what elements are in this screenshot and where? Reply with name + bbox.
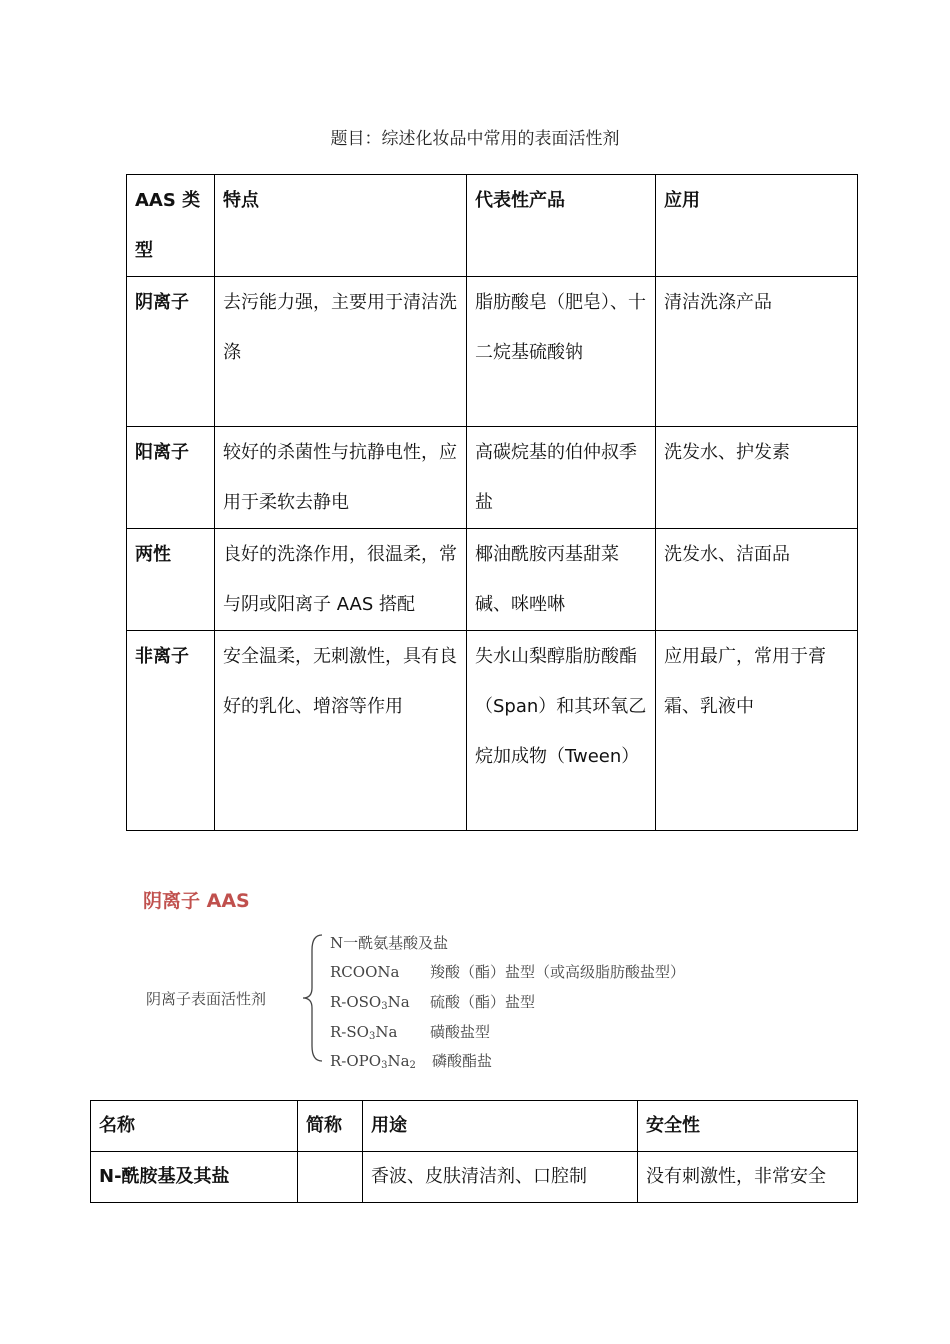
table-cell: 应用最广，常用于膏霜、乳液中 (656, 631, 858, 831)
table-cell (298, 1152, 363, 1203)
table-cell: 没有刺激性，非常安全 (638, 1152, 858, 1203)
branch-formula: $R-SO_3Na$ (330, 1023, 398, 1042)
header-cell: AAS 类型 (127, 175, 215, 277)
table-cell: 失水山梨醇脂肪酸酯（Span）和其环氧乙烷加成物（Tween） (467, 631, 656, 831)
table-row (127, 427, 858, 529)
header-cell: 名称 (91, 1101, 298, 1152)
branch-formula: RCOONa (330, 963, 400, 981)
table-cell: N-酰胺基及其盐 (91, 1152, 298, 1203)
table-cell: 阳离子 (127, 427, 215, 529)
table-row (127, 631, 858, 831)
branch-desc: 磷酸酯盐 (432, 1052, 493, 1070)
anionic-surfactant-table (90, 1100, 858, 1203)
branch-desc: 磺酸盐型 (430, 1023, 491, 1041)
branch-formula: $R-OPO_3Na_2$ (330, 1052, 416, 1071)
header-cell: 安全性 (638, 1101, 858, 1152)
section-heading: 阴离子 AAS (143, 890, 250, 912)
table-header-row (91, 1101, 858, 1152)
branch-desc: 硫酸（酯）盐型 (430, 993, 536, 1011)
classification-root: 阴离子表面活性剂 (146, 990, 267, 1008)
table-cell: 非离子 (127, 631, 215, 831)
branch-desc: 羧酸（酯）盐型（或高级脂肪酸盐型） (430, 963, 686, 981)
table-header-row (127, 175, 858, 277)
classification-branch (330, 961, 685, 982)
table-row (127, 277, 858, 427)
table-cell: 清洁洗涤产品 (656, 277, 858, 427)
header-cell: 用途 (363, 1101, 638, 1152)
header-cell: 应用 (656, 175, 858, 277)
classification-branch (330, 1050, 492, 1071)
table-cell: 高碳烷基的伯仲叔季盐 (467, 427, 656, 529)
table-cell: 两性 (127, 529, 215, 631)
surfactant-type-table (126, 174, 858, 831)
table-cell: 去污能力强，主要用于清洁洗涤 (215, 277, 467, 427)
branch-desc: 一酰氨基酸及盐 (343, 934, 449, 952)
table-cell: 阴离子 (127, 277, 215, 427)
table-row (127, 529, 858, 631)
table-cell: 香波、皮肤清洁剂、口腔制 (363, 1152, 638, 1203)
classification-branch (330, 991, 535, 1012)
table-cell: 洗发水、洁面品 (656, 529, 858, 631)
header-cell: 特点 (215, 175, 467, 277)
classification-branch (330, 1021, 490, 1042)
table-cell: 椰油酰胺丙基甜菜碱、咪唑啉 (467, 529, 656, 631)
branch-formula: N (330, 934, 344, 952)
table-cell: 洗发水、护发素 (656, 427, 858, 529)
table-cell: 脂肪酸皂（肥皂）、十二烷基硫酸钠 (467, 277, 656, 427)
header-cell: 代表性产品 (467, 175, 656, 277)
page-title: 题目：综述化妆品中常用的表面活性剂 (330, 129, 620, 149)
branch-formula: $R-OSO_3Na$ (330, 993, 410, 1012)
classification-branch (330, 932, 448, 953)
table-row (91, 1152, 858, 1203)
header-cell: 简称 (298, 1101, 363, 1152)
table-cell: 较好的杀菌性与抗静电性，应用于柔软去静电 (215, 427, 467, 529)
table-cell: 安全温柔，无刺激性，具有良好的乳化、增溶等作用 (215, 631, 467, 831)
table-cell: 良好的洗涤作用，很温柔，常与阴或阳离子 AAS 搭配 (215, 529, 467, 631)
